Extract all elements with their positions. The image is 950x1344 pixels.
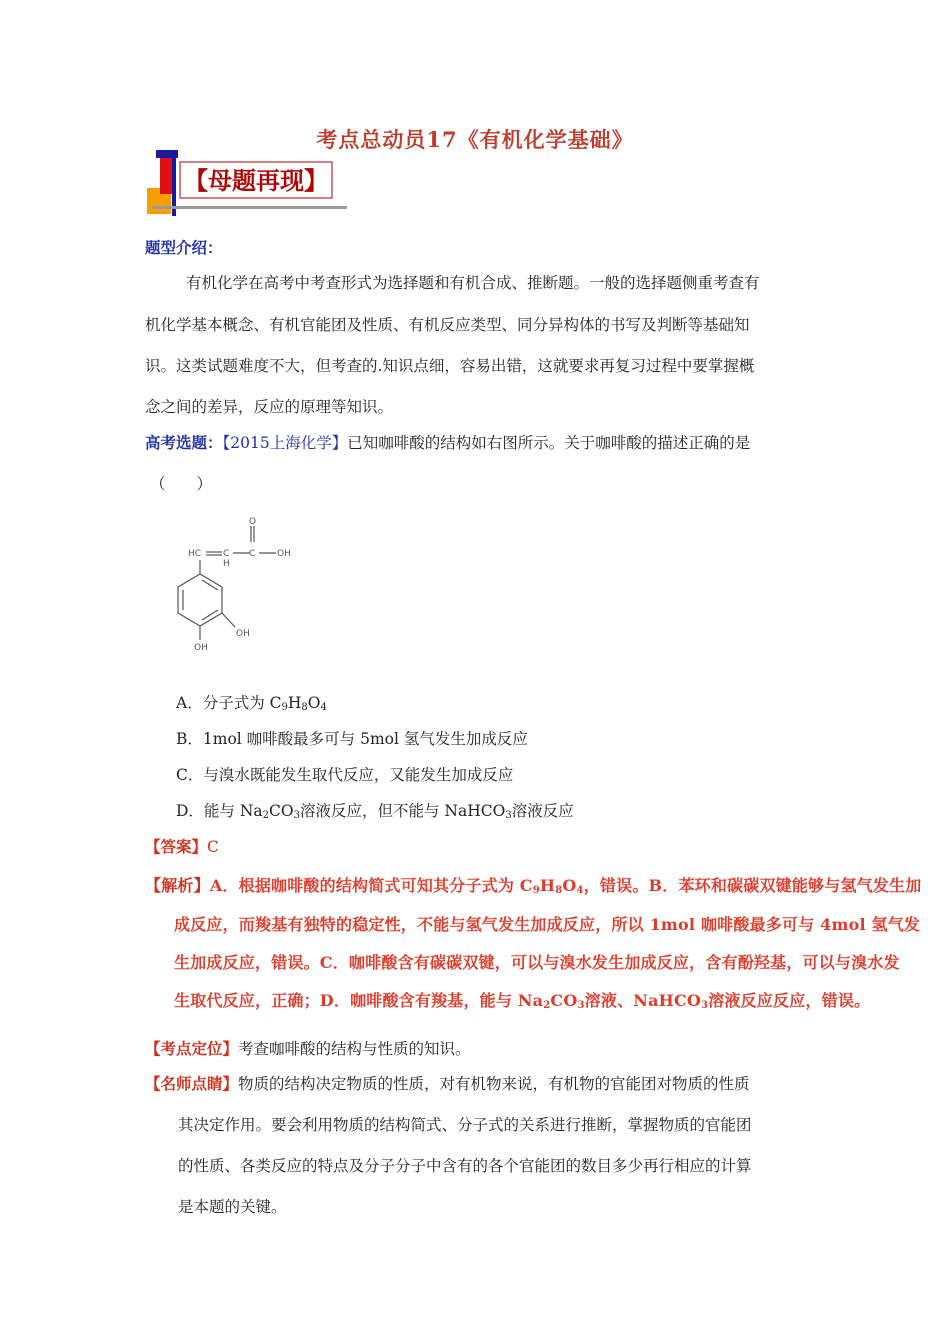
answer-value: C	[207, 838, 219, 856]
intro-line-1: 有机化学在高考中考查形式为选择题和有机合成、推断题。一般的选择题侧重考查有	[186, 274, 760, 292]
label-hc: HC	[188, 549, 202, 559]
question-text: 已知咖啡酸的结构如右图所示。关于咖啡酸的描述正确的是	[347, 434, 751, 452]
kaodian-text: 考查咖啡酸的结构与性质的知识。	[238, 1040, 471, 1058]
kaodian-line	[145, 1037, 471, 1059]
label-oh-meta: OH	[236, 629, 250, 639]
analysis-label: 【解析】	[145, 876, 210, 895]
section-banner	[142, 150, 347, 220]
intro-line-2: 机化学基本概念、有机官能团及性质、有机反应类型、同分异构体的书写及判断等基础知	[145, 316, 750, 334]
label-h: H	[223, 559, 230, 569]
answer-label: 【答案】	[145, 837, 208, 856]
mingshi-line-1: 【名师点睛】物质的结构决定物质的性质，对有机物来说，有机物的官能团对物质的性质	[145, 1074, 750, 1093]
page-title: 考点总动员17《有机化学基础》	[316, 127, 634, 152]
option-b: B．1mol 咖啡酸最多可与 5mol 氢气发生加成反应	[176, 730, 528, 748]
label-oh-para: OH	[194, 643, 208, 653]
analysis-line-2: 成反应，而羧基有独特的稳定性，不能与氢气发生加成反应，所以 1mol 咖啡酸最多可与 4mol 氢气发	[174, 915, 921, 934]
intro-label: 题型介绍：	[145, 238, 223, 257]
banner-text: 【母题再现】	[184, 166, 328, 195]
mingshi-label: 【名师点睛】	[145, 1074, 239, 1093]
intro-line-3: 识。这类试题难度不大，但考查的.知识点细，容易出错，这就要求再复习过程中要掌握概	[145, 357, 755, 375]
option-c: C．与溴水既能发生取代反应，又能发生加成反应	[176, 766, 514, 784]
label-c2: C	[249, 549, 256, 559]
question-line	[145, 431, 750, 453]
question-source: 【2015上海化学】	[222, 434, 348, 452]
analysis-line-4: 生取代反应，正确；D．咖啡酸含有羧基，能与 $Na_2CO_3$溶液、NaHCO$_3$溶液反应反应，错误。	[174, 991, 871, 1011]
option-a: A．分子式为 $C_9H_8O_4$	[176, 694, 327, 713]
question-label: 高考选题：	[145, 433, 223, 452]
mingshi-line-2: 其决定作用。要会利用物质的结构简式、分子式的关系进行推断，掌握物质的官能团	[178, 1116, 752, 1134]
intro-line-4: 念之间的差异，反应的原理等知识。	[145, 398, 394, 416]
option-d: D．能与 $Na_2CO_3$溶液反应，但不能与 NaHCO$_3$溶液反应	[176, 802, 574, 821]
analysis-line-1: 【解析】A．根据咖啡酸的结构简式可知其分子式为 $C_9H_8O_4$，错误。B．苯环和碳碳双键能够与氢气发生加	[145, 876, 922, 896]
label-o: O	[249, 517, 257, 527]
kaodian-label: 【考点定位】	[145, 1039, 239, 1058]
mingshi-line-4: 是本题的关键。	[178, 1198, 287, 1216]
banner-graphic	[142, 150, 347, 220]
caffeic-acid-structure	[160, 512, 310, 672]
mingshi-line-3: 的性质、各类反应的特点及分子分子中含有的各个官能团的数目多少再行相应的计算	[178, 1157, 752, 1175]
label-c1: C	[223, 549, 230, 559]
question-paren: （ ）	[150, 475, 213, 493]
analysis-line-3: 生加成反应，错误。C．咖啡酸含有碳碳双键，可以与溴水发生加成反应，含有酚羟基，可以与溴水发	[174, 953, 900, 972]
label-oh-carboxyl: OH	[277, 549, 291, 559]
answer-line	[145, 835, 219, 857]
